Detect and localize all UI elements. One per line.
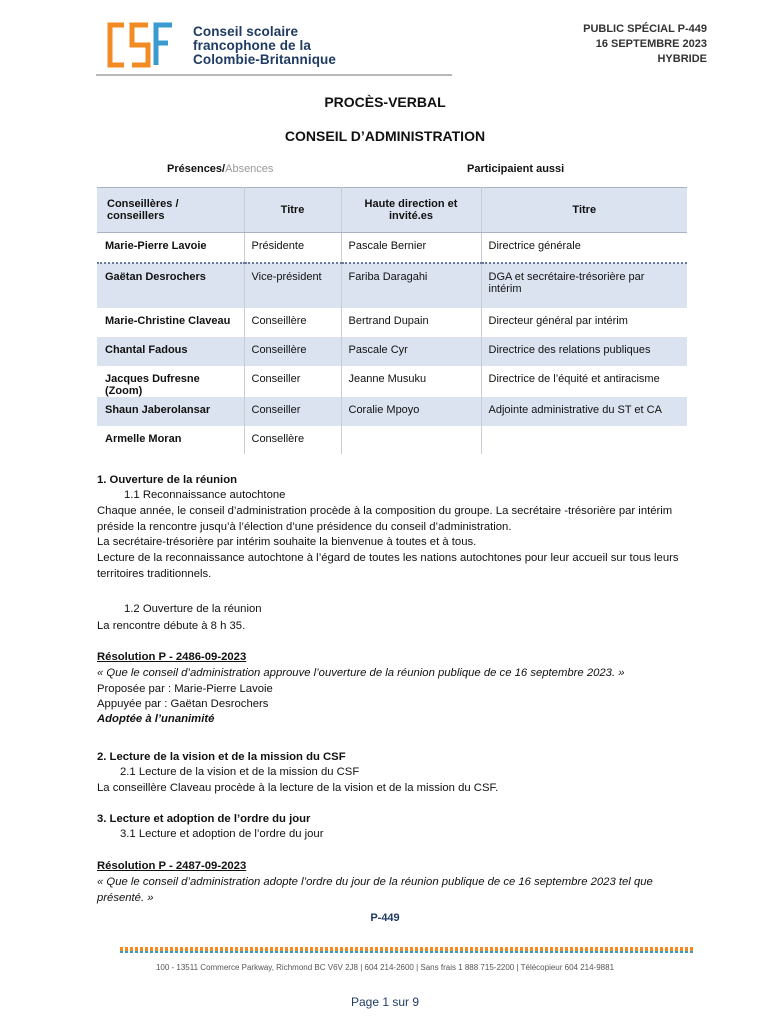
- section-1-paragraph: La secrétaire-trésorière par intérim souhaite la bienvenue à toutes et à tous.: [97, 536, 477, 548]
- table-row: Armelle Moran Consellère: [97, 426, 687, 454]
- resolution-title: Résolution P - 2487-09-2023: [97, 860, 247, 872]
- attendance-table: [97, 187, 687, 454]
- table-row: Chantal Fadous Conseillère Pascale Cyr Directrice des relations publiques: [97, 337, 687, 366]
- section-2-1-heading: 2.1 Lecture de la vision et de la mission du CSF: [120, 766, 360, 778]
- also-present-label: Participaient aussi: [467, 163, 565, 175]
- document-title: PROCÈS-VERBAL: [324, 94, 446, 110]
- section-1-heading: 1. Ouverture de la réunion: [97, 474, 237, 486]
- section-2-heading: 2. Lecture de la vision et de la mission du CSF: [97, 751, 346, 763]
- csf-logo-icon: [104, 21, 176, 69]
- presences-label: Présences/Absences: [167, 163, 274, 175]
- footer-divider: [120, 951, 694, 953]
- document-reference: PUBLIC SPÉCIAL P-449 16 SEPTEMBRE 2023 HYBRIDE: [583, 23, 707, 65]
- resolution-text: « Que le conseil d’administration approuve l’ouverture de la réunion publique de ce 16 septembre 2023. »: [97, 667, 625, 679]
- section-1-2-heading: 1.2 Ouverture de la réunion: [124, 603, 262, 615]
- document-subtitle: CONSEIL D’ADMINISTRATION: [284, 128, 486, 144]
- section-1-paragraph: La rencontre débute à 8 h 35.: [97, 620, 246, 632]
- table-row: Gaëtan Desrochers Vice-président Fariba Daragahi DGA et secrétaire-trésorière par intérim: [97, 263, 687, 308]
- table-row: Marie-Christine Claveau Conseillère Bertrand Dupain Directeur général par intérim: [97, 308, 687, 337]
- document-code: P-449: [370, 912, 400, 924]
- resolution-outcome: Adoptée à l’unanimité: [97, 713, 215, 725]
- section-1-paragraph: Lecture de la reconnaissance autochtone à l’égard de toutes les nations autochtones pour leur accueil sur tous leurs territoires traditionnels.: [97, 552, 679, 580]
- resolution-text: « Que le conseil d’administration adopte l’ordre du jour de la réunion publique de ce 16 septembre 2023 tel que présenté. »: [97, 876, 653, 904]
- col-header-staff: Haute direction et invité.es: [341, 188, 481, 233]
- resolution-title: Résolution P - 2486-09-2023: [97, 651, 247, 663]
- org-name: Conseil scolaire francophone de la Colombie-Britannique: [193, 24, 336, 67]
- page-number: Page 1 sur 9: [350, 995, 420, 1009]
- col-header-staff-title: Titre: [481, 188, 687, 233]
- footer-address: 100 - 13511 Commerce Parkway, Richmond BC V6V 2J8 | 604 214-2600 | Sans frais 1 888 715-2200 | Télécopieur 604 214-9881: [155, 963, 615, 972]
- resolution-proposer: Proposée par : Marie-Pierre Lavoie: [97, 683, 273, 695]
- section-1-paragraph: Chaque année, le conseil d’administration procède à la composition du groupe. La secrétaire -trésorière par intérim préside la rencontre jusqu’à l’élection d’une présidence du conseil d’administration.: [97, 505, 673, 533]
- table-row: Shaun Jaberolansar Conseiller Coralie Mpoyo Adjointe administrative du ST et CA: [97, 397, 687, 426]
- header-divider: [96, 74, 452, 76]
- section-1-1-heading: 1.1 Reconnaissance autochtone: [124, 489, 286, 501]
- section-3-heading: 3. Lecture et adoption de l’ordre du jour: [97, 813, 311, 825]
- section-3-1-heading: 3.1 Lecture et adoption de l’ordre du jour: [120, 828, 324, 840]
- col-header-members: Conseillères / conseillers: [97, 188, 244, 233]
- table-row: Marie-Pierre Lavoie Présidente Pascale Bernier Directrice générale: [97, 233, 687, 263]
- resolution-seconder: Appuyée par : Gaëtan Desrochers: [97, 698, 269, 710]
- section-2-paragraph: La conseillère Claveau procède à la lecture de la vision et de la mission du CSF.: [97, 782, 499, 794]
- col-header-title: Titre: [244, 188, 341, 233]
- table-row: Jacques Dufresne (Zoom) Conseiller Jeanne Musuku Directrice de l’équité et antiracisme: [97, 366, 687, 397]
